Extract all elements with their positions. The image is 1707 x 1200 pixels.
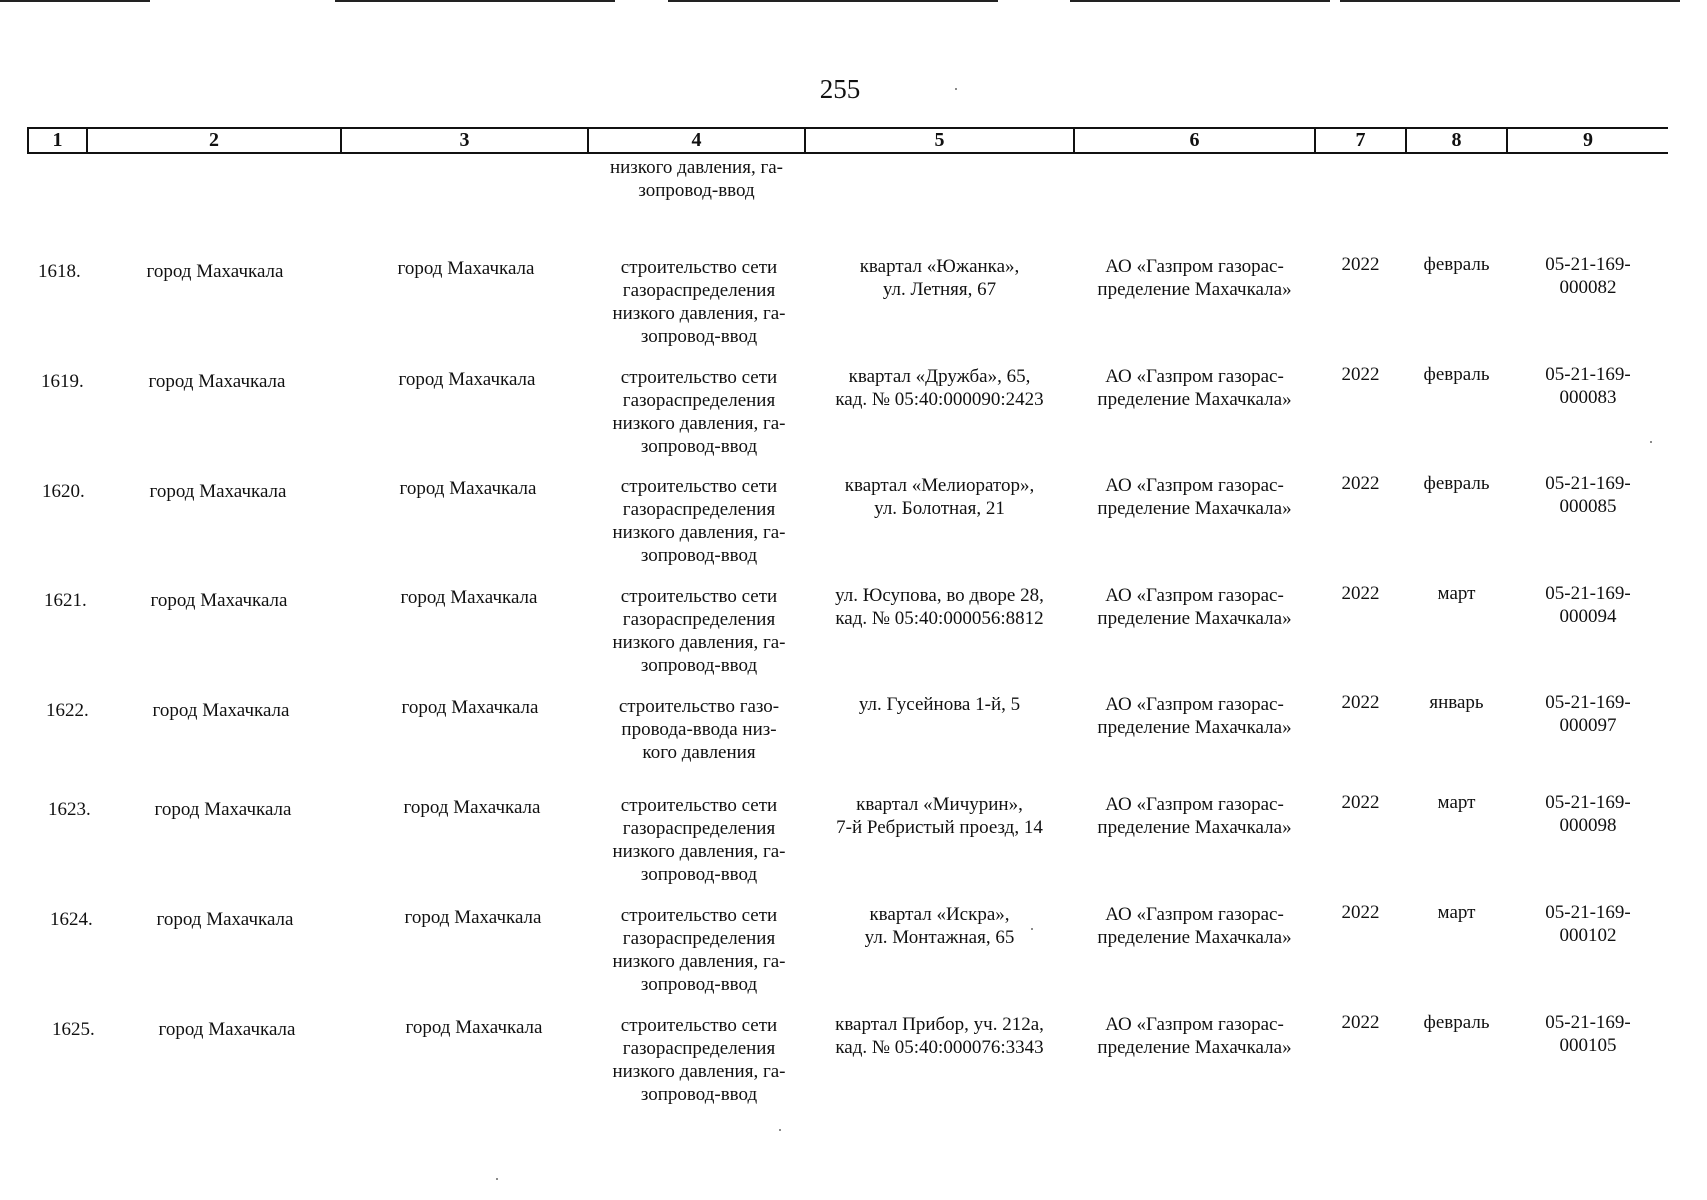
registry-number-cell: 05-21-169- 000085 <box>1545 473 1631 517</box>
column-header: 9 <box>1583 129 1593 151</box>
organization-cell: АО «Газпром газорас- пределение Махачкала» <box>1097 694 1292 738</box>
scan-speck <box>1031 928 1033 930</box>
month-cell: март <box>1437 902 1476 923</box>
month-cell: февраль <box>1423 473 1490 494</box>
works-cell: строительство сети газораспределения низкого давления, га- зопровод-ввод <box>612 257 786 347</box>
scan-speck <box>1650 441 1652 443</box>
column-header: 6 <box>1189 129 1200 151</box>
row-number: 1620. <box>42 481 85 502</box>
year-cell: 2022 <box>1341 1012 1380 1033</box>
scan-edge-line <box>335 0 615 2</box>
address-cell: ул. Юсупова, во дворе 28, кад. № 05:40:000056:8812 <box>835 585 1044 629</box>
year-cell: 2022 <box>1341 583 1380 604</box>
organization-cell: АО «Газпром газорас- пределение Махачкала» <box>1097 585 1292 629</box>
settlement-cell: город Махачкала <box>401 697 539 718</box>
scan-speck <box>779 1129 781 1131</box>
year-cell: 2022 <box>1341 902 1380 923</box>
table-header-bottom-border <box>27 152 1668 154</box>
row-number: 1623. <box>48 799 91 820</box>
table-header <box>0 129 1707 152</box>
settlement-cell: город Махачкала <box>399 478 537 499</box>
works-cell: строительство сети газораспределения низкого давления, га- зопровод-ввод <box>612 367 786 457</box>
municipality-cell: город Махачкала <box>149 481 287 502</box>
month-cell: февраль <box>1423 254 1490 275</box>
address-cell: квартал «Мичурин», 7-й Ребристый проезд, 14 <box>836 794 1043 838</box>
year-cell: 2022 <box>1341 364 1380 385</box>
row-number: 1624. <box>50 909 93 930</box>
address-cell: квартал «Мелиоратор», ул. Болотная, 21 <box>844 475 1035 519</box>
scan-edge-line <box>0 0 150 2</box>
scan-speck <box>496 1178 498 1180</box>
settlement-cell: город Махачкала <box>404 907 542 928</box>
month-cell: февраль <box>1423 364 1490 385</box>
month-cell: февраль <box>1423 1012 1490 1033</box>
registry-number-cell: 05-21-169- 000105 <box>1545 1012 1631 1056</box>
settlement-cell: город Махачкала <box>400 587 538 608</box>
column-header: 5 <box>934 129 945 151</box>
address-cell: квартал «Дружба», 65, кад. № 05:40:000090:2423 <box>835 366 1044 410</box>
registry-number-cell: 05-21-169- 000102 <box>1545 902 1631 946</box>
works-cell: строительство сети газораспределения низкого давления, га- зопровод-ввод <box>612 586 786 676</box>
registry-number-cell: 05-21-169- 000097 <box>1545 692 1631 736</box>
organization-cell: АО «Газпром газорас- пределение Махачкала» <box>1097 1014 1292 1058</box>
column-header: 1 <box>52 129 63 151</box>
registry-number-cell: 05-21-169- 000082 <box>1545 254 1631 298</box>
works-cell: строительство сети газораспределения низкого давления, га- зопровод-ввод <box>612 905 786 995</box>
settlement-cell: город Махачкала <box>405 1017 543 1038</box>
row-number: 1625. <box>52 1019 95 1040</box>
works-cell: строительство сети газораспределения низкого давления, га- зопровод-ввод <box>612 795 786 885</box>
settlement-cell: город Махачкала <box>403 797 541 818</box>
organization-cell: АО «Газпром газорас- пределение Махачкала» <box>1097 256 1292 300</box>
settlement-cell: город Махачкала <box>398 369 536 390</box>
works-cell: строительство сети газораспределения низкого давления, га- зопровод-ввод <box>612 1015 786 1105</box>
column-header: 4 <box>691 129 702 151</box>
continuation-cell: низкого давления, га- зопровод-ввод <box>609 157 784 201</box>
row-number: 1619. <box>41 371 84 392</box>
address-cell: квартал «Искра», ул. Монтажная, 65 <box>864 904 1015 948</box>
month-cell: январь <box>1429 692 1484 713</box>
scan-speck <box>955 88 957 90</box>
page-number: 255 <box>819 74 861 104</box>
address-cell: квартал Прибор, уч. 212а, кад. № 05:40:000076:3343 <box>835 1014 1044 1058</box>
municipality-cell: город Махачкала <box>150 590 288 611</box>
row-number: 1622. <box>46 700 89 721</box>
registry-number-cell: 05-21-169- 000094 <box>1545 583 1631 627</box>
municipality-cell: город Махачкала <box>148 371 286 392</box>
month-cell: март <box>1437 583 1476 604</box>
organization-cell: АО «Газпром газорас- пределение Махачкала» <box>1097 794 1292 838</box>
month-cell: март <box>1437 792 1476 813</box>
scan-edge-line <box>668 0 998 2</box>
municipality-cell: город Махачкала <box>158 1019 296 1040</box>
scan-edge-line <box>1070 0 1330 2</box>
year-cell: 2022 <box>1341 254 1380 275</box>
year-cell: 2022 <box>1341 692 1380 713</box>
year-cell: 2022 <box>1341 792 1380 813</box>
registry-number-cell: 05-21-169- 000083 <box>1545 364 1631 408</box>
registry-number-cell: 05-21-169- 000098 <box>1545 792 1631 836</box>
works-cell: строительство сети газораспределения низкого давления, га- зопровод-ввод <box>612 476 786 566</box>
column-header: 7 <box>1355 129 1366 151</box>
address-cell: квартал «Южанка», ул. Летняя, 67 <box>859 256 1020 300</box>
column-header: 2 <box>209 129 219 151</box>
row-number: 1621. <box>44 590 87 611</box>
year-cell: 2022 <box>1341 473 1380 494</box>
municipality-cell: город Махачкала <box>156 909 294 930</box>
organization-cell: АО «Газпром газорас- пределение Махачкала» <box>1097 475 1292 519</box>
column-header: 3 <box>459 129 470 151</box>
address-cell: ул. Гусейнова 1-й, 5 <box>858 694 1021 715</box>
column-header: 8 <box>1451 129 1462 151</box>
scan-edge-line <box>1340 0 1680 2</box>
settlement-cell: город Махачкала <box>397 258 535 279</box>
row-number: 1618. <box>38 261 81 282</box>
municipality-cell: город Махачкала <box>152 700 290 721</box>
organization-cell: АО «Газпром газорас- пределение Махачкала» <box>1097 366 1292 410</box>
organization-cell: АО «Газпром газорас- пределение Махачкала» <box>1097 904 1292 948</box>
municipality-cell: город Махачкала <box>154 799 292 820</box>
municipality-cell: город Махачкала <box>146 261 284 282</box>
works-cell: строительство газо- провода-ввода низ- кого давления <box>618 696 780 763</box>
